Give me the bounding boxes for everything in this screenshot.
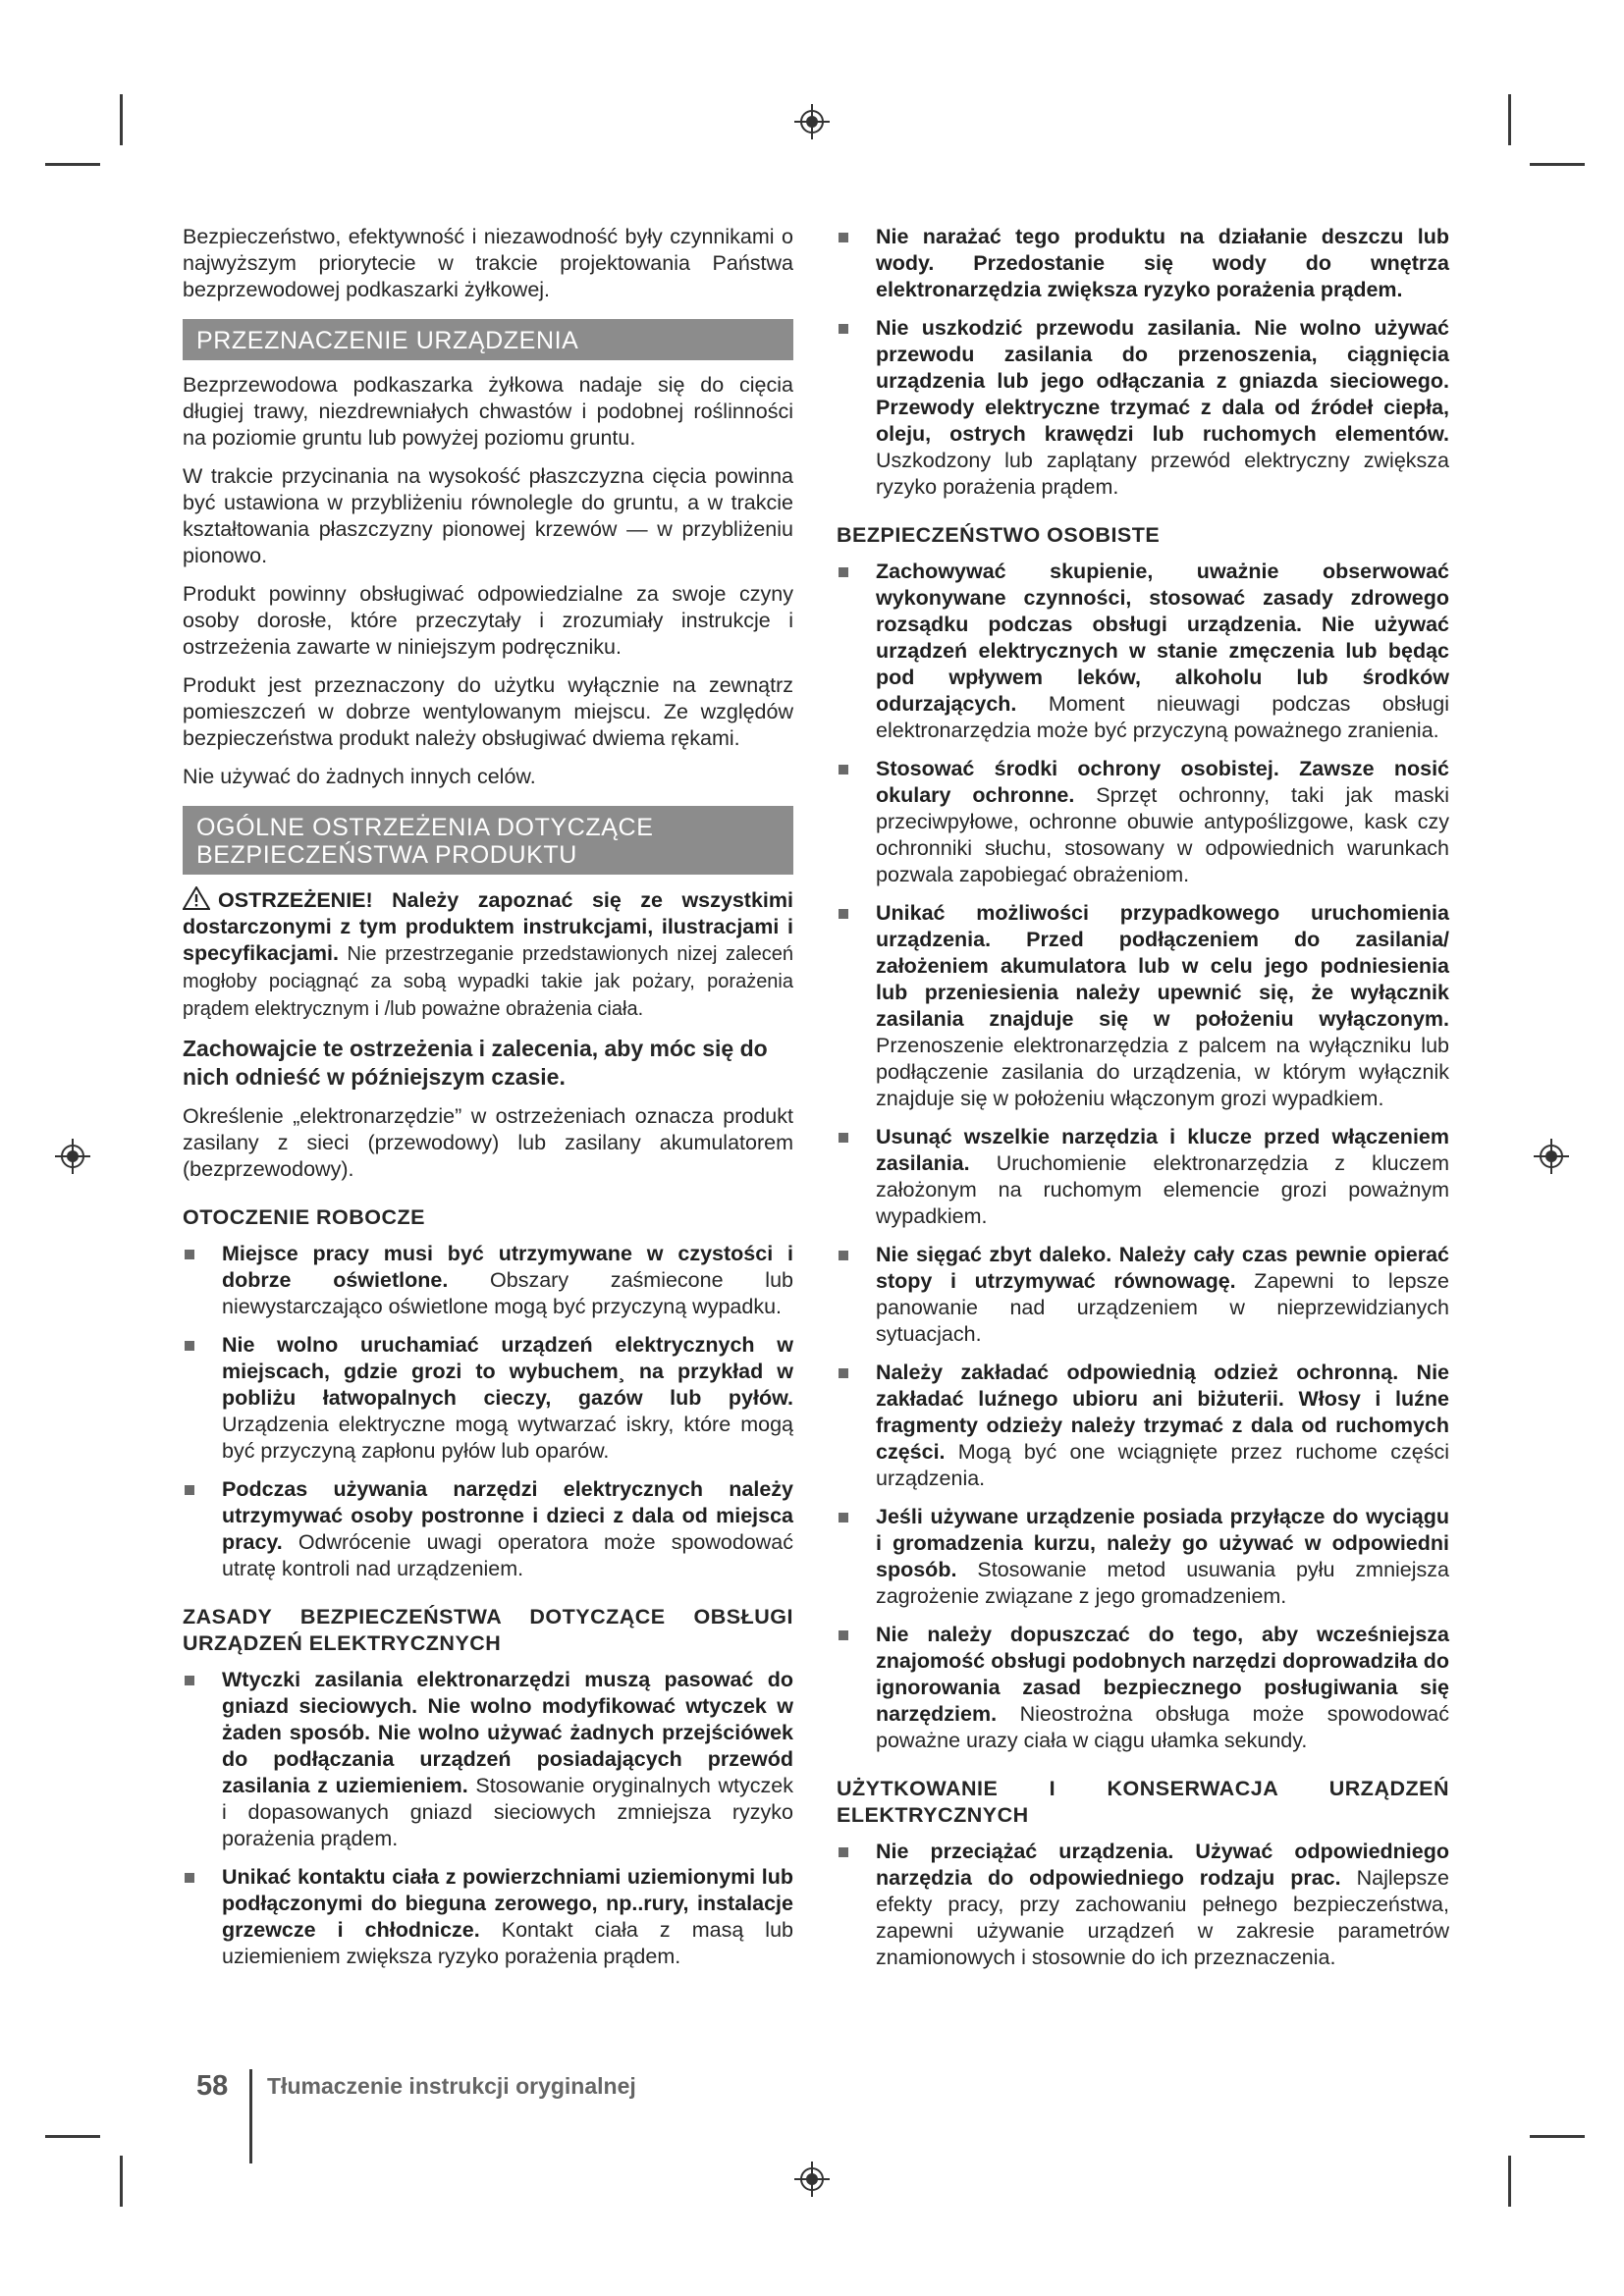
list-item: Wtyczki zasilania elektronarzędzi muszą pasować do gniazd sieciowych. Nie wolno modyfikować wtyczek w żaden sposób. Nie wolno używać żadnych przejściówek do podłączania urządzeń posiadających przewód zasilania z uziemieniem. Stosowanie oryginalnych wtyczek i dopasowanych gniazd sieciowych zmniejsza ryzyko porażenia prądem. — [183, 1667, 793, 1852]
crop-mark — [1530, 163, 1585, 166]
crop-mark — [45, 163, 100, 166]
list-item: Nie wolno uruchamiać urządzeń elektrycznych w miejscach, gdzie grozi to wybuchem¸ na przykład w pobliżu łatwopalnych cieczy, gazów lub pyłów. Urządzenia elektryczne mogą wytwarzać iskry, które mogą być przyczyną zapłonu pyłów lub oparów. — [183, 1332, 793, 1465]
list-item: Podczas używania narzędzi elektrycznych należy utrzymywać osoby postronne i dzieci z dala od miejsca pracy. Odwrócenie uwagi operatora może spowodować utratę kontroli nad urządzeniem. — [183, 1476, 793, 1582]
definition-paragraph: Określenie „elektronarzędzie” w ostrzeżeniach oznacza produkt zasilany z sieci (przewodowy) lub zasilany akumulatorem (bezprzewodowy). — [183, 1104, 793, 1181]
intro-paragraph: Bezpieczeństwo, efektywność i niezawodność były czynnikami o najwyższym priorytecie w trakcie projektowania Państwa bezprzewodowej podkaszarki żyłkowej. — [183, 225, 793, 301]
crop-mark — [120, 94, 123, 145]
list-item: Nie narażać tego produktu na działanie deszczu lub wody. Przedostanie się wody do wnętrza elektronarzędzia zwiększa ryzyko porażenia prądem. — [837, 224, 1449, 303]
warning-triangle-icon — [183, 886, 210, 910]
subheading-personal-safety: BEZPIECZEŃSTWO OSOBISTE — [837, 523, 1161, 547]
list-item: Należy zakładać odpowiednią odzież ochronną. Nie zakładać luźnego ubioru ani biżuterii. Włosy i luźne fragmenty odzieży należy trzymać z dala od ruchomych części. Mogą być one wciągnięte przez ruchome części urządzenia. — [837, 1360, 1449, 1492]
list-item: Nie należy dopuszczać do tego, aby wcześniejsza znajomość obsługi podobnych narzędzi doprowadziła do ignorowania zasad bezpiecznego posługiwania się narzędziem. Nieostrożna obsługa może spowodować poważne urazy ciała w ciągu ułamka sekundy. — [837, 1622, 1449, 1754]
list-item: Usunąć wszelkie narzędzia i klucze przed włączeniem zasilania. Uruchomienie elektronarzędzia z kluczem założonym na ruchomym elemencie grozi poważnym wypadkiem. — [837, 1124, 1449, 1230]
footer-label: Tłumaczenie instrukcji oryginalnej — [267, 2073, 636, 2099]
list-item: Miejsce pracy musi być utrzymywane w czystości i dobrze oświetlone. Obszary zaśmiecone lub niewystarczająco oświetlone mogą być przyczyną wypadku. — [183, 1241, 793, 1320]
crop-mark — [120, 2156, 123, 2207]
right-column — [837, 224, 1449, 1983]
warning-text: Nie przestrzeganie przedstawionych nizej zaleceń mogłoby pociągnąć za sobą wypadki takie jak pożary, porażenia prądem elektrycznym i /lub poważne obrażenia ciała. — [183, 943, 793, 1020]
crop-mark — [1508, 94, 1511, 145]
personal-safety-list — [837, 559, 1449, 1754]
crop-mark — [45, 2135, 100, 2138]
intended-use-paragraph: Bezprzewodowa podkaszarka żyłkowa nadaje się do cięcia długiej trawy, niezdrewniałych chwastów i podobnej roślinności na poziomie gruntu lub powyżej poziomu gruntu. — [183, 373, 793, 450]
list-item: Unikać możliwości przypadkowego uruchomienia urządzenia. Przed podłączeniem do zasilania/ założeniem akumulatora lub w celu jego podniesienia lub przeniesienia należy upewnić się, że wyłącznik zasilania znajduje się w położeniu wyłączonym. Przenoszenie elektronarzędzia z palcem na wyłączniku lub podłączenie zasilania do urządzenia, w którym wyłącznik znajduje się w położeniu włączonym grozi wypadkiem. — [837, 900, 1449, 1112]
page-number: 58 — [196, 2070, 229, 2102]
subheading-usage-maintenance: UŻYTKOWANIE I KONSERWACJA URZĄDZEŃ ELEKTRYCZNYCH — [837, 1777, 1449, 1827]
left-column — [183, 224, 793, 1982]
list-item: Stosować środki ochrony osobistej. Zawsze nosić okulary ochronne. Sprzęt ochronny, taki jak maski przeciwpyłowe, ochronne obuwie antypoślizgowe, kask czy ochronniki słuchu, stosowany w odpowiednich warunkach pozwala zapobiegać obrażeniom. — [837, 756, 1449, 888]
section-heading-general-warnings — [183, 806, 793, 875]
electrical-safety-list — [183, 1667, 793, 1970]
registration-target-icon — [792, 2160, 832, 2199]
section-heading-intended-use: PRZEZNACZENIE URZĄDZENIA — [183, 319, 793, 360]
crop-mark — [1508, 2156, 1511, 2207]
heading-line: OGÓLNE OSTRZEŻENIA DOTYCZĄCE — [196, 814, 654, 841]
warning-paragraph — [183, 886, 793, 1023]
list-item: Jeśli używane urządzenie posiada przyłącze do wyciągu i gromadzenia kurzu, należy go używać w odpowiedni sposób. Stosowanie metod usuwania pyłu zmniejsza zagrożenie związane z jego gromadzeniem. — [837, 1504, 1449, 1610]
intended-use-paragraph: Produkt jest przeznaczony do użytku wyłącznie na zewnątrz pomieszczeń w dobrze wentylowanym miejscu. Ze względów bezpieczeństwa produkt należy obsługiwać dwiema rękami. — [183, 673, 793, 750]
keep-notice: Zachowajcie te ostrzeżenia i zalecenia, aby móc się do nich odnieść w późniejszym czasie. — [183, 1036, 768, 1090]
list-item: Nie przeciążać urządzenia. Używać odpowiedniego narzędzia do odpowiedniego rodzaju prac. Najlepsze efekty pracy, przy zachowaniu pełnego bezpieczeństwa, zapewni używanie urządzeń w zakresie parametrów znamionowych i stosownie do ich przeznaczenia. — [837, 1839, 1449, 1971]
list-item: Nie sięgać zbyt daleko. Należy cały czas pewnie opierać stopy i utrzymywać równowagę. Zapewni to lepsze panowanie nad urządzeniem w nieprzewidzianych sytuacjach. — [837, 1242, 1449, 1348]
footer-divider — [249, 2069, 252, 2163]
intended-use-paragraph: W trakcie przycinania na wysokość płaszczyzna cięcia powinna być ustawiona w przybliżeniu równolegle do gruntu, a w trakcie kształtowania płaszczyzny pionowej krzewów — w przybliżeniu pionowo. — [183, 464, 793, 567]
subheading-work-area: OTOCZENIE ROBOCZE — [183, 1205, 426, 1229]
list-item: Zachowywać skupienie, uważnie obserwować wykonywane czynności, stosować zasady zdrowego rozsądku podczas obsługi urządzenia. Nie używać urządzeń elektrycznych w stanie zmęczenia lub będąc pod wpływem leków, alkoholu lub środków odurzających. Moment nieuwagi podczas obsługi elektronarzędzia może być przyczyną poważnego zranienia. — [837, 559, 1449, 744]
registration-target-icon — [792, 102, 832, 141]
registration-target-icon — [53, 1137, 92, 1176]
warning-bold-text: OSTRZEŻENIE! Należy zapoznać się ze wszystkimi dostarczonymi z tym produktem instrukcjami, ilustracjami i specyfikacjami. — [183, 888, 793, 965]
usage-maintenance-list — [837, 1839, 1449, 1971]
electrical-safety-list-continued — [837, 224, 1449, 501]
registration-target-icon — [1532, 1137, 1571, 1176]
subheading-electrical-safety: ZASADY BEZPIECZEŃSTWA DOTYCZĄCE OBSŁUGI URZĄDZEŃ ELEKTRYCZNYCH — [183, 1605, 793, 1655]
intended-use-paragraph: Produkt powinny obsługiwać odpowiedzialne za swoje czyny osoby dorosłe, które przeczytały i zrozumiały instrukcje i ostrzeżenia zawarte w niniejszym podręczniku. — [183, 582, 793, 659]
list-item: Nie uszkodzić przewodu zasilania. Nie wolno używać przewodu zasilania do przenoszenia, ciągnięcia urządzenia lub jego odłączania z gniazda sieciowego. Przewody elektryczne trzymać z dala od źródeł ciepła, oleju, ostrych krawędzi lub ruchomych elementów. Uszkodzony lub zaplątany przewód elektryczny zwiększa ryzyko porażenia prądem. — [837, 315, 1449, 501]
intended-use-paragraph: Nie używać do żadnych innych celów. — [183, 765, 536, 788]
crop-mark — [1530, 2135, 1585, 2138]
work-area-list — [183, 1241, 793, 1582]
list-item: Unikać kontaktu ciała z powierzchniami uziemionymi lub podłączonymi do bieguna zerowego, np..rury, instalacje grzewcze i chłodnicze. Kontakt ciała z masą lub uziemieniem zwiększa ryzyko porażenia prądem. — [183, 1864, 793, 1970]
heading-line: BEZPIECZEŃSTWA PRODUKTU — [196, 841, 577, 869]
